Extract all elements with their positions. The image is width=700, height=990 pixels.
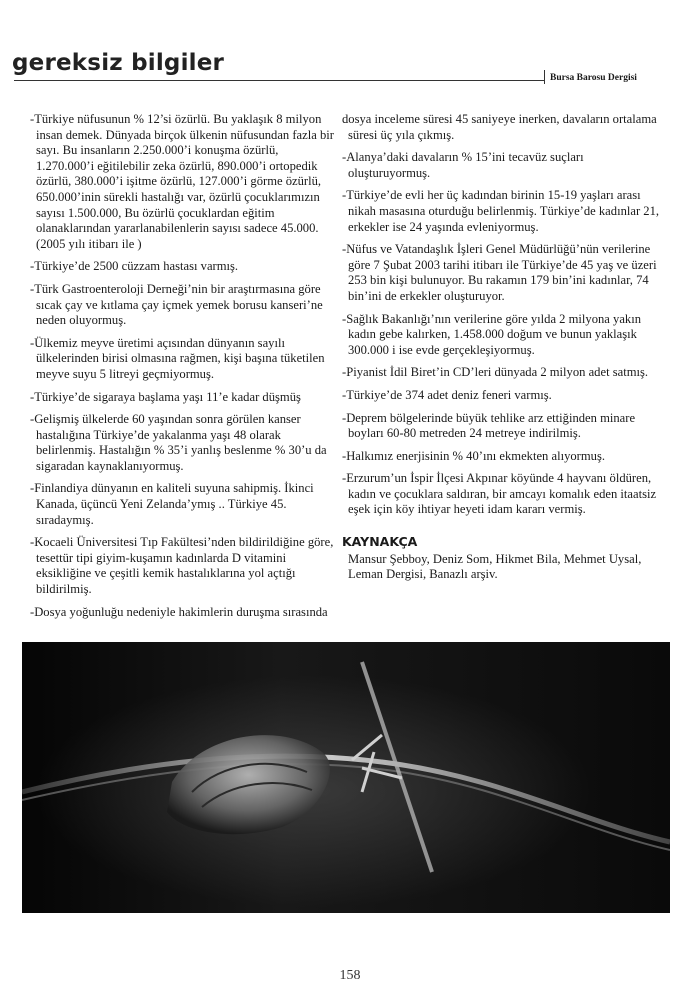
fact-item: dosya inceleme süresi 45 saniyeye inerken, davaların ortalama süresi üç yıla çıkmış. [342,112,657,142]
fact-item: -Ülkemiz meyve üretimi açısından dünyanın sayılı ülkelerinden birisi olmasına rağmen, kişi başına tüketilen meyve suyu 5 litreyi geçmiyormuş. [30,335,325,381]
barbed-wire-photo [22,642,670,913]
fact-item: -Alanya’daki davaların % 15’ini tecavüz suçları oluşturuyormuş. [342,150,584,180]
left-column [30,112,336,627]
fact-item: -Türkiye’de 374 adet deniz feneri varmış. [342,387,552,402]
header-rule [14,80,544,81]
references-heading: KAYNAKÇA [342,534,418,550]
page-number: 158 [339,968,361,983]
fact-item: -Erzurum’un İspir İlçesi Akpınar köyünde 4 hayvanı öldüren, kadın ve çocuklara saldıran, bir amcayı komalık eden itaatsiz eşek için köy ihtiyar heyeti idam kararı vermiş. [342,471,657,517]
fact-item: -Finlandiya dünyanın en kaliteli suyuna sahipmiş. İkinci Kanada, üçüncü Yeni Zelanda’ymış .. Türkiye 45. sıradaymış. [30,481,314,527]
journal-name: Bursa Barosu Dergisi [550,73,637,83]
references-text: Mansur Şebboy, Deniz Som, Hikmet Bila, Mehmet Uysal, Leman Dergisi, Banazlı arşiv. [348,551,642,582]
fact-item: -Nüfus ve Vatandaşlık İşleri Genel Müdürlüğü’nün verilerine göre 7 Şubat 2003 tarihi itibarı ile Türkiye’de 45 yaş ve üzeri 253 bin kişi bulunuyor. Bu rakamın 179 bin’ini kadınlar, 74 bin’ini de erkekler oluşturuyor. [342,242,657,303]
right-column [342,112,662,583]
fact-item: -Gelişmiş ülkelerde 60 yaşından sonra görülen kanser hastalığına Türkiye’de yakalanma yaşı 48 olarak belirlenmiş. Hastalığın % 35’i yanlış beslenme % 30’u da sigaradan kaynaklanıyormuş. [30,412,327,473]
fact-item: -Türkiye’de sigaraya başlama yaşı 11’e kadar düşmüş [30,389,301,404]
fact-item: -Piyanist İdil Biret’in CD’leri dünyada 2 milyon adet satmış. [342,365,649,380]
fact-item: -Türkiye’de evli her üç kadından birinin 15-19 yaşları arası nikah masasına oturduğu belirlenmiş. Türkiye’de kadınlar 21, erkekler ise 24 yaşında evleniyormuş. [342,188,660,234]
fact-item: -Sağlık Bakanlığı’nın verilerine göre yılda 2 milyona yakın kadın gebe kalırken, 1.458.000 doğum ve bunun yaklaşık 300.000 i ise evde gerçekleşiyormuş. [342,311,642,357]
fact-item: -Türkiye’de 2500 cüzzam hastası varmış. [30,259,239,274]
fact-item: -Halkımız enerjisinin % 40’ını ekmekten alıyormuş. [342,448,606,463]
fact-item: -Deprem bölgelerinde büyük tehlike arz ettiğinden minare boyları 60-80 metreden 24 metreye indirilmiş. [342,410,636,441]
page-header [0,40,700,90]
barbed-wire-illustration [22,642,670,913]
fact-item: -Dosya yoğunluğu nedeniyle hakimlerin duruşma sırasında [30,604,328,619]
fact-item: -Türk Gastroenteroloji Derneği’nin bir araştırmasına göre sıcak çay ve kıtlama çay içmek yemek borusu kanseri’ne neden oluyormuş. [30,281,323,328]
fact-item: -Türkiye nüfusunun % 12’si özürlü. Bu yaklaşık 8 milyon insan demek. Dünyada birçok ülkenin nüfusundan fazla bir sayı. Bu insanların 2.250.000’i konuşma özürlü, 1.270.000’i eğitilebilir zeka özürlü, 890.000’i ortopedik özürlü, 380.000’i işitme özürlü, 127.000’i görme özürlü, 650.000’inin sürekli hastalığı var, özürlü çocuklarımızın sayısı 1.500.000, Bu özürlü çocuklardan eğitim olanaklarından yararlanabilenlerin sayısı sadece 45.000. (2005 yılı itibarı ile ) [30,112,334,251]
section-title: gereksiz bilgiler [12,50,225,76]
header-divider [544,70,545,84]
fact-item: -Kocaeli Üniversitesi Tıp Fakültesi’nden bildirildiğine göre, tesettür tipi giyim-kuşamın kadınlarda D vitamini eksikliğine ve çeşitli kemik hastalıklarına yol açtığı bildirilmiş. [30,535,334,597]
